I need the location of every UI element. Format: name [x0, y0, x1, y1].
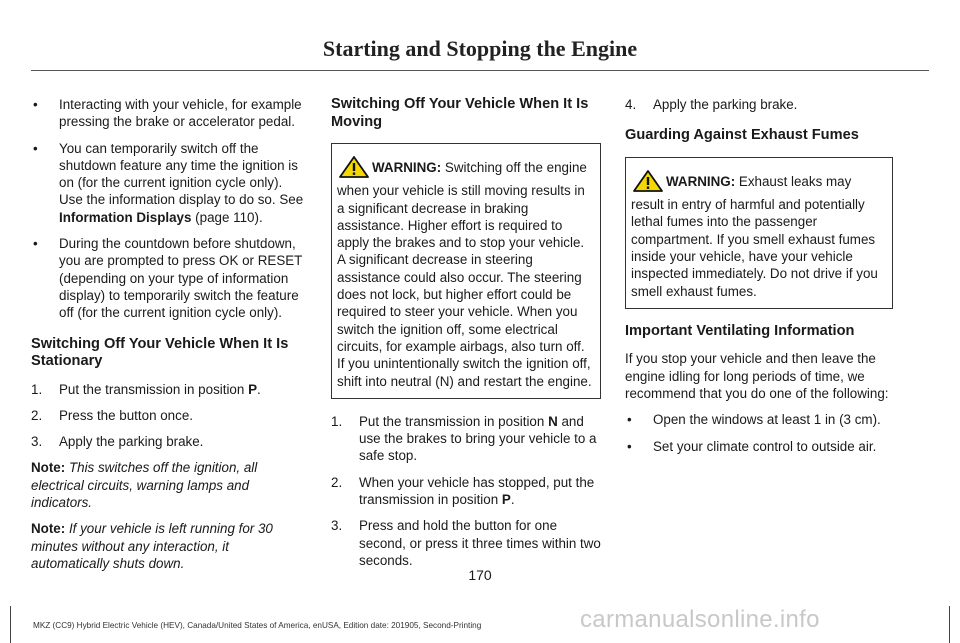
- step-number: 3.: [331, 518, 343, 534]
- step-text: Put the transmission in position: [59, 381, 249, 397]
- warning-label: WARNING:: [666, 173, 736, 189]
- step-number: 2.: [31, 407, 43, 423]
- edition-footer: MKZ (CC9) Hybrid Electric Vehicle (HEV), Canada/United States of America, enUSA, Edition date: 201905, Second-Printing: [33, 621, 482, 630]
- column-3: [625, 96, 893, 464]
- warning-text: Exhaust leaks may result in entry of harmful and potentially lethal fumes into the passenger compartment. If you smell exhaust fumes inside your vehicle, have your vehicle inspected immediately. Do not drive if you smell exhaust fumes.: [631, 173, 878, 299]
- note-1: [31, 459, 308, 511]
- step-text: Apply the parking brake.: [59, 434, 204, 450]
- section-heading-exhaust: Guarding Against Exhaust Fumes: [625, 127, 859, 144]
- warning-triangle-icon: [339, 156, 369, 182]
- column-1: [31, 96, 308, 581]
- step-end: .: [510, 492, 515, 508]
- warning-box: [625, 157, 893, 309]
- step-text: Apply the parking brake.: [653, 97, 798, 112]
- section-heading-ventilating: Important Ventilating Information: [625, 322, 855, 339]
- crop-mark-left: [10, 606, 11, 643]
- step-text: Press the button once.: [59, 407, 193, 423]
- step-number: 1.: [31, 381, 43, 397]
- crop-mark-right: [949, 606, 950, 643]
- list-item: • Set your climate control to outside air.: [625, 438, 893, 455]
- section-heading-stationary: Switching Off Your Vehicle When It Is Stationary: [31, 335, 289, 370]
- step-bold: P: [501, 492, 511, 508]
- step-number: 2.: [331, 474, 343, 490]
- step-item: [331, 517, 601, 569]
- cross-reference-link[interactable]: Information Displays: [59, 209, 192, 225]
- note-label: Note:: [31, 460, 66, 476]
- step-item: [331, 413, 601, 465]
- step-item: [31, 381, 308, 398]
- warning-text: Switching off the engine when your vehicle is still moving results in a significant decrease in braking assistance. Higher effort is required to apply the brakes and to stop your vehicle. A significant decrease in steering assistance could also occur. The steering does not lock, but higher effort could be required to steer your vehicle. When you switch the ignition off, some electrical circuits, for example airbags, also turn off. If you unintentionally switch the ignition off, shift into neutral (N) and restart the engine.: [337, 160, 592, 389]
- note-text: If your vehicle is left running for 30 minutes without any interaction, it automatically shuts down.: [31, 521, 273, 571]
- note-2: [31, 520, 308, 572]
- step-text: When your vehicle has stopped, put the transmission in position: [359, 474, 595, 508]
- note-text: This switches off the ignition, all electrical circuits, warning lamps and indicators.: [31, 460, 258, 511]
- page-number: 170: [468, 567, 492, 583]
- bullet-text: You can temporarily switch off the shutdown feature any time the ignition is on (for the current ignition cycle only). Use the information display to do so. See: [59, 140, 304, 208]
- step-text: Press and hold the button for one second, or press it three times within two seconds.: [359, 518, 601, 568]
- warning-label: WARNING:: [372, 160, 442, 175]
- step-text: Put the transmission in position: [359, 413, 549, 429]
- step-number: 3.: [31, 434, 43, 450]
- step-item: [625, 96, 893, 113]
- paragraph: If you stop your vehicle and then leave the engine idling for long periods of time, we recommend that you do one of the following:: [625, 351, 889, 401]
- warning-triangle-icon: [633, 170, 663, 196]
- step-bold: N: [548, 413, 558, 429]
- list-item: • Open the windows at least 1 in (3 cm).: [625, 411, 893, 428]
- step-end: and use the brakes to bring your vehicle to a safe stop.: [359, 413, 597, 464]
- list-item: • Interacting with your vehicle, for example pressing the brake or accelerator pedal.: [31, 96, 308, 131]
- page-title: Starting and Stopping the Engine: [322, 36, 638, 61]
- watermark: carmanualsonline.info: [580, 606, 820, 633]
- step-number: 1.: [331, 413, 343, 429]
- list-item: [31, 140, 308, 226]
- header-rule: [31, 70, 929, 71]
- step-item: [331, 474, 601, 509]
- step-number: 4.: [625, 97, 637, 112]
- warning-box: [331, 143, 601, 399]
- list-item: • During the countdown before shutdown, you are prompted to press OK or RESET (depending on your type of information display) to temporarily switch the feature off (for the current ignition cycle only).: [31, 235, 308, 321]
- note-label: Note:: [31, 521, 66, 537]
- column-2: [331, 96, 601, 578]
- step-bold: P: [248, 381, 257, 397]
- section-heading-moving: Switching Off Your Vehicle When It Is Moving: [331, 96, 589, 130]
- step-item: [31, 433, 308, 450]
- page-reference: (page 110).: [191, 209, 263, 225]
- step-end: .: [257, 381, 261, 397]
- step-item: [31, 407, 308, 424]
